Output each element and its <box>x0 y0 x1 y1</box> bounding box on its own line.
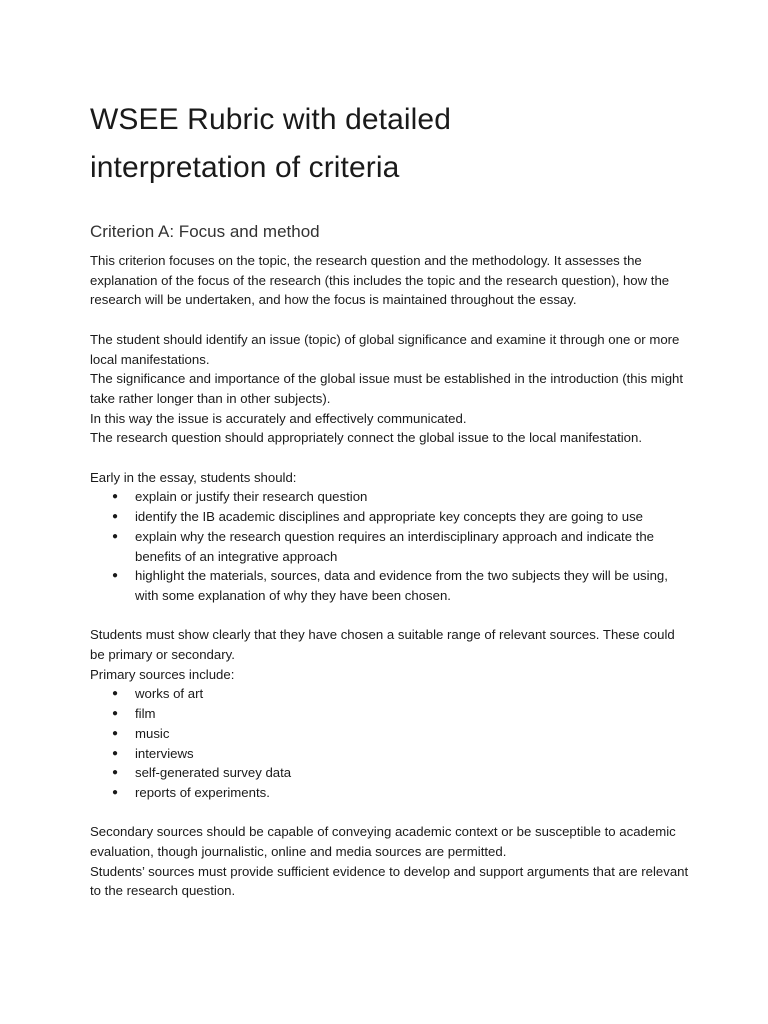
sources-paragraph: Students must show clearly that they have chosen a suitable range of relevant sources. These could be primary or secondary. <box>90 627 675 663</box>
document-page <box>90 96 690 901</box>
criterion-a-heading: Criterion A: Focus and method <box>90 222 320 241</box>
list-item: ● identify the IB academic disciplines and appropriate key concepts they are going to use <box>90 507 690 527</box>
document-title <box>90 96 690 192</box>
bullet-icon: ● <box>112 530 119 542</box>
paragraph-line: Secondary sources should be capable of conveying academic context or be susceptible to academic evaluation, though journalistic, online and media sources are permitted. <box>90 824 676 860</box>
paragraph-line: The research question should appropriately connect the global issue to the local manifestation. <box>90 430 643 446</box>
bullet-icon: ● <box>112 767 119 779</box>
early-essay-list <box>90 487 690 605</box>
list-item: ● self-generated survey data <box>90 763 690 783</box>
primary-sources-intro: Primary sources include: <box>90 666 235 682</box>
criterion-description: This criterion focuses on the topic, the research question and the methodology. It assesses the explanation of the focus of the research (this includes the topic and the research question), how the research will be undertaken, and how the focus is maintained throughout the essay. <box>90 253 670 308</box>
paragraph-line: In this way the issue is accurately and effectively communicated. <box>90 410 467 426</box>
title-line-1: WSEE Rubric with detailed <box>90 103 451 136</box>
list-item: ● works of art <box>90 684 690 704</box>
early-essay-intro: Early in the essay, students should: <box>90 469 297 485</box>
list-item: ● explain or justify their research question <box>90 487 690 507</box>
list-item: ● reports of experiments. <box>90 783 690 803</box>
paragraph-line: The significance and importance of the global issue must be established in the introduction (this might take rather longer than in other subjects). <box>90 371 684 406</box>
secondary-sources-paragraph <box>90 822 690 901</box>
global-issue-paragraph <box>90 330 690 448</box>
bullet-icon: ● <box>112 688 119 700</box>
list-item: ● highlight the materials, sources, data and evidence from the two subjects they will be using, with some explanation of why they have been chosen. <box>112 568 668 603</box>
paragraph-line: Students’ sources must provide sufficient evidence to develop and support arguments that are relevant to the research question. <box>90 863 689 899</box>
bullet-icon: ● <box>112 570 119 582</box>
paragraph-line: The student should identify an issue (topic) of global significance and examine it through one or more local manifestations. <box>90 331 680 367</box>
bullet-icon: ● <box>112 747 119 759</box>
title-line-2: interpretation of criteria <box>90 151 400 184</box>
bullet-icon: ● <box>112 727 119 739</box>
bullet-icon: ● <box>112 511 119 523</box>
list-item: ● film <box>90 704 690 724</box>
bullet-icon: ● <box>112 491 119 503</box>
list-item: ● interviews <box>90 744 690 764</box>
list-item: ● music <box>90 724 690 744</box>
bullet-icon: ● <box>112 786 119 798</box>
primary-sources-list <box>90 684 690 802</box>
list-item: ● explain why the research question requires an interdisciplinary approach and indicate the benefits of an integrative approach <box>112 528 655 564</box>
bullet-icon: ● <box>112 708 119 720</box>
